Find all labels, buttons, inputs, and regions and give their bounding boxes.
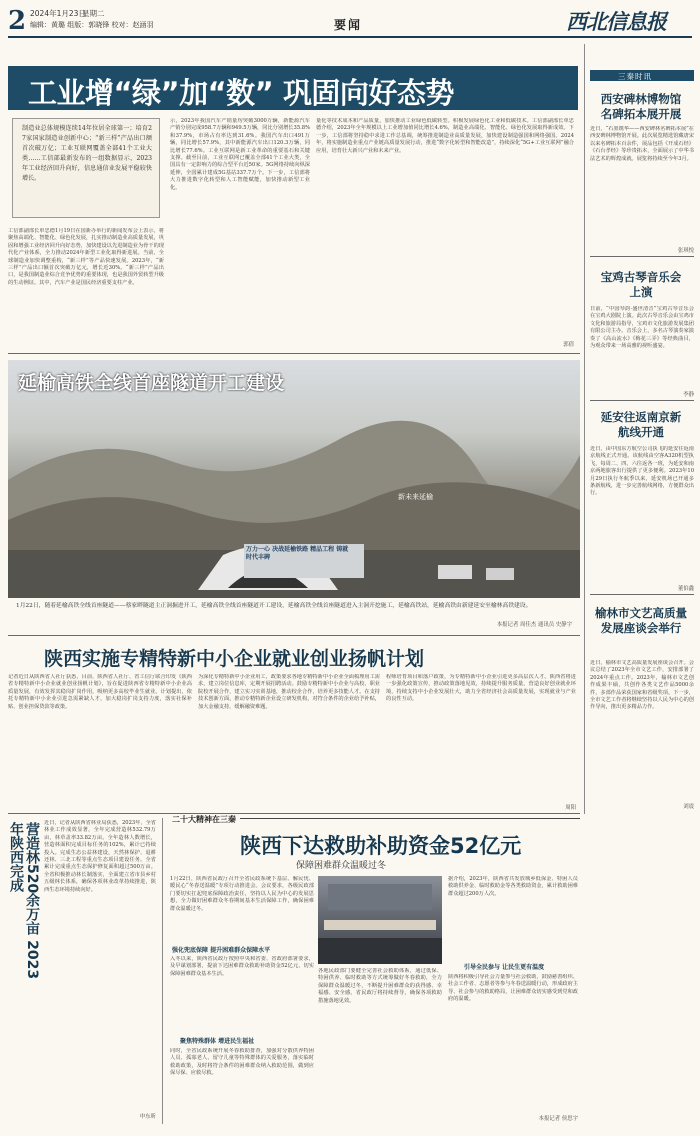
subsidy-col1b: 入冬以来，陕西省民政厅按照中央和省委、省政府部署要求，及早谋划部署，提前下达困难群众救助补助资金52亿元，切实保障困难群众基本生活。 [170, 956, 314, 977]
subsidy-byline: 本报记者 侯思宇 [538, 1116, 578, 1122]
sidebar-rule-3 [590, 594, 694, 595]
subsidy-heading-1: 强化兜底保障 提升困难群众保障水平 [172, 947, 271, 954]
sidebar-divider [584, 44, 585, 814]
sidebar-item-2-byline: 李静 [683, 392, 694, 398]
subsidy-heading-2: 聚焦特殊群体 增进民生福祉 [180, 1038, 255, 1045]
photo-title: 延榆高铁全线首座隧道开工建设 [18, 372, 285, 394]
lead-col2: 示，2023年我国汽车产销量均突破3000万辆，新能源汽车产销分别完成958.7万辆和949.5万辆，同比分别增长35.8%和37.9%，市场占有率达到31.6%。我国汽车出口491万辆，同比增长57.9%，其中新能源汽车出口120.3万辆，同比增长77.6%。工业互联网是新工业革命的重要基石和关键支撑。截至目前，工业互联网已覆盖全部41个工业大类，全国具有一定影响力的综合型平台近50家。5G网络持续向纵深延伸，全国累计建成5G基站337.7万个。下一步，工信部将大力推进数字化转型和人工智能赋能，加快推动新型工业化。 [170, 118, 310, 191]
photo-caption: 1月22日，随着延榆高铁全线首座隧道——蔡家畔隧道主正洞掘进开工，延榆高铁全线首座隧道开工建设，延榆高铁全线首座隧道进入主洞开挖施工，延榆高铁站，延榆高铁由新建延安至榆林高铁建设。 [16, 603, 532, 609]
hill-sign-text: 新未来延榆 [398, 493, 433, 501]
subsidy-col3: 各地民政部门要健全完善社会救助体系，通过低保、特困供养、临时救助等方式统筹做好冬春救助，全力保障群众温暖过冬，不断提升困难群众的获得感、幸福感、安全感。省民政厅将持续督导，确保各项救助措施落地见效。 [318, 968, 442, 1004]
sme-title: 陕西实施专精特新中小企业就业创业扬帆计划 [44, 648, 425, 670]
sme-col3: 程师培育项目和落户政策，为专精特新中小企业引进更多高层次人才。陕西省将进一步强化政策宣传，推动政策落地见效，持续提升服务质量，营造良好创业就业环境，持续支持中小企业发展壮大，助力全省经济社会高质量发展，实现就业与产业的良性互动。 [386, 674, 576, 703]
sidebar-item-3-text: 近日，由中国东方航空公司执飞的延安往返南京航线正式开通。该航线由空客A320机型执飞，每周二、四、六往返各一班，为延安和南京两地旅客出行提供了更多便利。2023年10月29日执行冬航季以来，延安机场已开通多条新航线，进一步完善航线网络，方便群众出行。 [590, 446, 694, 497]
stage-screen [328, 884, 432, 910]
masthead-logo: 西北信息报 [566, 9, 666, 34]
subsidy-col4b: 陕西将积极引导社会力量参与社会救助，鼓励慈善组织、社会工作者、志愿者等参与冬春送温暖行动，形成政府主导、社会参与的救助格局，让困难群众切实感受到党和政府的温暖。 [448, 974, 578, 1003]
sidebar-item-2-title: 宝鸡古琴音乐会上演 [600, 270, 682, 299]
sidebar-item-1-title: 西安碑林博物馆名碑拓本展开展 [600, 92, 682, 121]
subsidy-title: 陕西下达救助补助资金52亿元 [240, 834, 522, 858]
sidebar-rule-1 [590, 256, 694, 257]
tunnel-photo-svg [8, 360, 580, 598]
forest-headline [8, 822, 38, 982]
header-rule [8, 36, 692, 38]
subsidy-heading-3: 引导全民参与 让民生更有温度 [464, 964, 545, 971]
forest-byline: 申东昕 [139, 1114, 156, 1120]
lead-col1: 工信部副部长单忠德1月19日在国新办举行的新闻发布会上表示，将聚焦高端化、智能化、绿色化发展，扎实推动制造业高质量发展，巩固和增强工业经济回升向好态势，加快建设以先进制造业为骨干的现代化产业体系，全力推动2024年新型工业化取得新进展。当前，全球制造业加快调整重构，“新三样”等产品快速发展。2023年，“新三样”产品出口额首次突破万亿元，增长近30%。“新三样”产品出口，是我国制造业综合竞争优势的重要体现，也是我国外贸转型升级的生动例证。其中，汽车产业是国民经济重要支柱产业。 [8, 228, 164, 286]
tunnel-photo [8, 360, 580, 598]
section-name: 要闻 [334, 18, 363, 32]
forest-divider [162, 818, 163, 1124]
audience [318, 938, 442, 964]
sidebar-item-3-title: 延安往返南京新航线开通 [600, 410, 682, 439]
forest-title: 营造林520余万亩 2023年陕西完成 [8, 822, 40, 980]
page-header [0, 0, 700, 44]
lead-col3: 量化等技术成本和产品质量，加快推动工业绿色低碳转型。积极发展绿色化工业和低碳技术。工信部副部长单忠德介绍，2023年全年规模以上工业增加值同比增长4.6%，制造业高端化、智能化、绿色化发展取得新成效。下一步，工信部将坚持稳中求进工作总基调，统筹推进制造业高质量发展，加快建设制造强国和网络强国。2024年，将实施制造业重点产业链高质量发展行动，推进“数字化转型和智能改造”，持续深化“5G+工业互联网”融合应用，培育壮大新兴产业和未来产业。 [316, 118, 574, 154]
subsidy-banner-label: 二十大精神在三秦 [168, 814, 240, 825]
page-number: 2 [8, 6, 27, 36]
lead-bottom-rule [8, 353, 580, 354]
sidebar-item-2-text: 日前，“中国琴韵·盛世清音”宝鸡古琴音乐会在宝鸡大剧院上演。此次古琴音乐会由宝鸡市文化和旅游局指导，宝鸡市文化旅游发展集团有限公司主办。音乐会上，多名古琴演奏家演奏了《高山流水》《梅花三弄》等经典曲目，为观众带来一场高雅的视听盛宴。 [590, 306, 694, 350]
parked-car [486, 568, 514, 580]
meeting-photo-svg [318, 876, 442, 964]
sidebar-item-3-byline: 董伯鑫 [677, 586, 694, 592]
subsidy-subtitle: 保障困难群众温暖过冬 [296, 861, 387, 871]
lead-summary: 制造业总体规模连续14年位居全球第一；培育27家国家制造业创新中心；“新三样”产品出口额首次破万亿；工业互联网覆盖全部41个工业大类……工信部最新发布的一组数据显示，2023年工业经济回升向好，信息通信业发展平稳较快增长。 [22, 125, 152, 182]
sidebar-item-4-title: 榆林市文艺高质量发展座谈会举行 [595, 606, 687, 635]
sidebar-item-1-byline: 张琪悦 [677, 248, 694, 254]
lead-title: 工业增“绿”加“数” 巩固向好态势 [28, 76, 454, 110]
sme-col2: 为深化专精特新中小企业用工，政策要求各地专精特新中小企业全面梳理用工需求，建立岗位信息库，定期开展招聘活动。鼓励专精特新中小企业与高校、职业院校开展合作，建立实习实训基地，推动校企合作，培养更多技能人才。在支持技术创新方面，推动专精特新企业设立研发机构，对符合条件的企业给予补贴，加大金融支持，缓解融资难题。 [198, 674, 380, 710]
subsidy-col2: 同时，全省民政系统开展冬春救助排查，加强对分散供养特困人员、孤寡老人、留守儿童等特殊群体的关爱服务，落实临时救助政策，及时将符合条件的困难群众纳入救助范围，做到应保尽保、应救尽救。 [170, 1048, 314, 1077]
sme-top-rule [8, 635, 580, 636]
sidebar-rule-2 [590, 400, 694, 401]
sidebar-item-1-text: 近日，“石墨镌华——西安碑林名碑拓本展”在西安碑林博物馆开展。此次展览精选馆藏唐宋以来名碑拓本百余件，展品包括《开成石经》《石台孝经》等珍贵拓本，全面展示了中华书法艺术的辉煌成就。展览将持续至今年3月。 [590, 126, 694, 162]
photo-credit: 本报记者 周佳杰 通讯员 史静宇 [496, 622, 572, 628]
staff-credits: 编辑：黄璐 组版：郭晓锋 校对：赵涵羽 [30, 21, 154, 29]
parked-car [438, 565, 472, 579]
issue-day: 星期二 [82, 9, 105, 18]
sme-col1: 记者近日从陕西省人社厅获悉，目前，陕西省人社厅、省工信厅联合印发《陕西省专精特新中小企业就业创业扬帆计划》，旨在促进陕西省专精特新中小企业高质量发展，有效发挥其稳岗扩岗作用，吸纳更多高校毕业生就业。计划提出，依托专精特新中小企业引进急需紧缺人才，加大稳岗扩岗支持力度，落实社保补贴、创业担保贷款等政策。 [8, 674, 192, 710]
sidebar-item-4-text: 近日，榆林市文艺高质量发展座谈会召开。会议总结了2023年全市文艺工作，安排部署了2024年重点工作。2023年，榆林市文艺创作成果丰硕，共创作各类文艺作品5000余件，多部作品荣获国家和省级奖项。下一步，全市文艺工作者将继续坚持以人民为中心的创作导向，推出更多精品力作。 [590, 660, 694, 711]
sme-byline: 周阳 [565, 805, 576, 811]
rostrum-table [324, 920, 436, 930]
sme-bottom-rule [8, 813, 580, 814]
forest-text: 近日，记者从陕西省林业局获悉，2023年，全省林业工作成效显著，全年完成营造林532.79万亩，林草盖率33.82万亩。全年造林人数增长，营造林面积完成目标任务的102%，累计已持续投入。完成生态公益林建设，天然林保护、退耕还林、三北工程等重点生态项目建设任务。全省累计完成重点生态保护修复面积超过500万亩。全省积极推动林长制落实，全面建立省市县乡村五级林长体系，确保各项林业改革持续推进，陕西生态环境持续向好。 [44, 820, 156, 893]
subsidy-col4: 据介绍，2023年，陕西省共发放城乡低保金、特困人员救助供养金、临时救助金等各类救助资金，累计救助困难群众超过200万人次。 [448, 876, 578, 897]
issue-date: 2024年1月23日 [30, 9, 86, 18]
sidebar-item-4-byline: 刘震 [683, 804, 694, 810]
meeting-photo [318, 876, 442, 964]
portal-sign-text: 万力一心 决战延榆铁路 精品工程 铸就时代丰碑 [246, 546, 349, 561]
sidebar-label: 三秦时讯 [618, 72, 652, 81]
lead-byline: 郭倩 [563, 342, 574, 348]
subsidy-col1: 1月22日，陕西省民政厅召开全省民政系统下基层、解民忧、暖民心“冬春送温暖”专项行动推进会。会议要求，各级民政部门要切实扛起兜底保障政治责任，坚持以人民为中心的发展思想，全力做好困难群众冬春期间基本生活保障工作，确保困难群众温暖过冬。 [170, 876, 314, 912]
